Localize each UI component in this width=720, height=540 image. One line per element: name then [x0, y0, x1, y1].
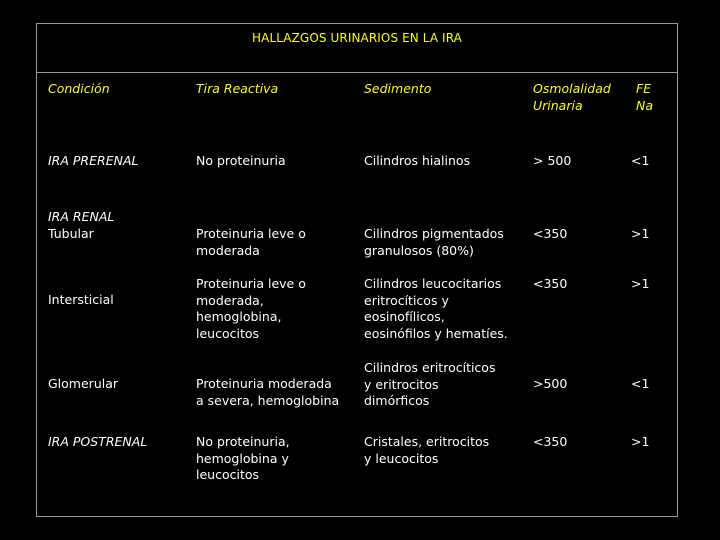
row-postrenal-sedimento	[364, 434, 489, 467]
row-tubular-tira-line: moderada	[196, 242, 260, 258]
row-glomerular-fena: <1	[631, 376, 650, 391]
row-postrenal-tira-line: hemoglobina y	[196, 450, 289, 466]
row-prerenal-sedimento: Cilindros hialinos	[364, 153, 471, 168]
row-glomerular-sedimento-line: Cilindros eritrocíticos	[364, 360, 496, 375]
row-prerenal-tira: No proteinuria	[196, 153, 286, 168]
row-intersticial-tira-line: Proteinuria leve o	[196, 276, 306, 291]
row-prerenal-fena: <1	[631, 153, 650, 168]
row-tubular-osmo: <350	[533, 226, 568, 241]
row-tubular-fena: >1	[631, 226, 650, 241]
header-tira-reactiva: Tira Reactiva	[196, 81, 279, 96]
row-intersticial-tira-line: leucocitos	[196, 325, 260, 341]
header-condicion: Condición	[48, 81, 110, 96]
row-intersticial-sedimento-line: eosinófilos y hematíes.	[364, 325, 508, 341]
row-intersticial-osmo: <350	[533, 276, 568, 291]
row-tubular-tira-line: Proteinuria leve o	[196, 226, 306, 241]
row-prerenal-condicion: IRA PRERENAL	[48, 153, 139, 168]
title-box	[36, 23, 678, 73]
page-title: HALLAZGOS URINARIOS EN LA IRA	[252, 31, 462, 45]
row-glomerular-sedimento	[364, 360, 495, 410]
row-glomerular-sedimento-line: y eritrocitos	[364, 376, 439, 392]
row-glomerular-tira	[196, 376, 339, 409]
row-intersticial-fena: >1	[631, 276, 650, 291]
row-postrenal-sedimento-line: Cristales, eritrocitos	[364, 434, 490, 449]
row-prerenal-osmo: > 500	[533, 153, 572, 168]
row-postrenal-tira	[196, 434, 290, 484]
row-intersticial-sedimento-line: eritrocíticos y	[364, 292, 449, 308]
row-tubular-sedimento-line: Cilindros pigmentados	[364, 226, 504, 241]
row-intersticial-tira-line: hemoglobina,	[196, 309, 282, 324]
row-glomerular-osmo: >500	[533, 376, 568, 391]
row-postrenal-fena: >1	[631, 434, 650, 449]
row-renal-group-label: IRA RENAL	[48, 209, 115, 224]
row-intersticial-condicion: Intersticial	[48, 292, 114, 307]
row-postrenal-tira-line: No proteinuria,	[196, 434, 290, 449]
header-sedimento: Sedimento	[364, 81, 432, 96]
row-tubular-tira	[196, 226, 306, 259]
row-glomerular-sedimento-line: dimórficos	[364, 393, 430, 408]
row-postrenal-osmo: <350	[533, 434, 568, 449]
header-fena-line2: Na	[636, 97, 654, 113]
header-osmolalidad	[533, 81, 611, 114]
row-tubular-condicion: Tubular	[48, 226, 94, 241]
row-tubular-sedimento-line: granulosos (80%)	[364, 242, 474, 258]
row-intersticial-tira	[196, 276, 306, 342]
header-osmolalidad-line2: Urinaria	[533, 97, 583, 113]
row-intersticial-tira-line: moderada,	[196, 292, 264, 308]
row-intersticial-sedimento-line: eosinofílicos,	[364, 309, 445, 324]
header-osmolalidad-line1: Osmolalidad	[533, 81, 611, 96]
row-postrenal-sedimento-line: y leucocitos	[364, 450, 439, 466]
row-postrenal-tira-line: leucocitos	[196, 467, 260, 482]
row-glomerular-tira-line: Proteinuria moderada	[196, 376, 332, 391]
header-fena-line1: FE	[636, 81, 652, 96]
row-intersticial-sedimento-line: Cilindros leucocitarios	[364, 276, 502, 291]
row-tubular-sedimento	[364, 226, 504, 259]
row-glomerular-condicion: Glomerular	[48, 376, 119, 391]
row-glomerular-tira-line: a severa, hemoglobina	[196, 392, 340, 408]
header-fena	[636, 81, 653, 114]
row-intersticial-sedimento	[364, 276, 508, 342]
row-postrenal-condicion: IRA POSTRENAL	[48, 434, 148, 449]
